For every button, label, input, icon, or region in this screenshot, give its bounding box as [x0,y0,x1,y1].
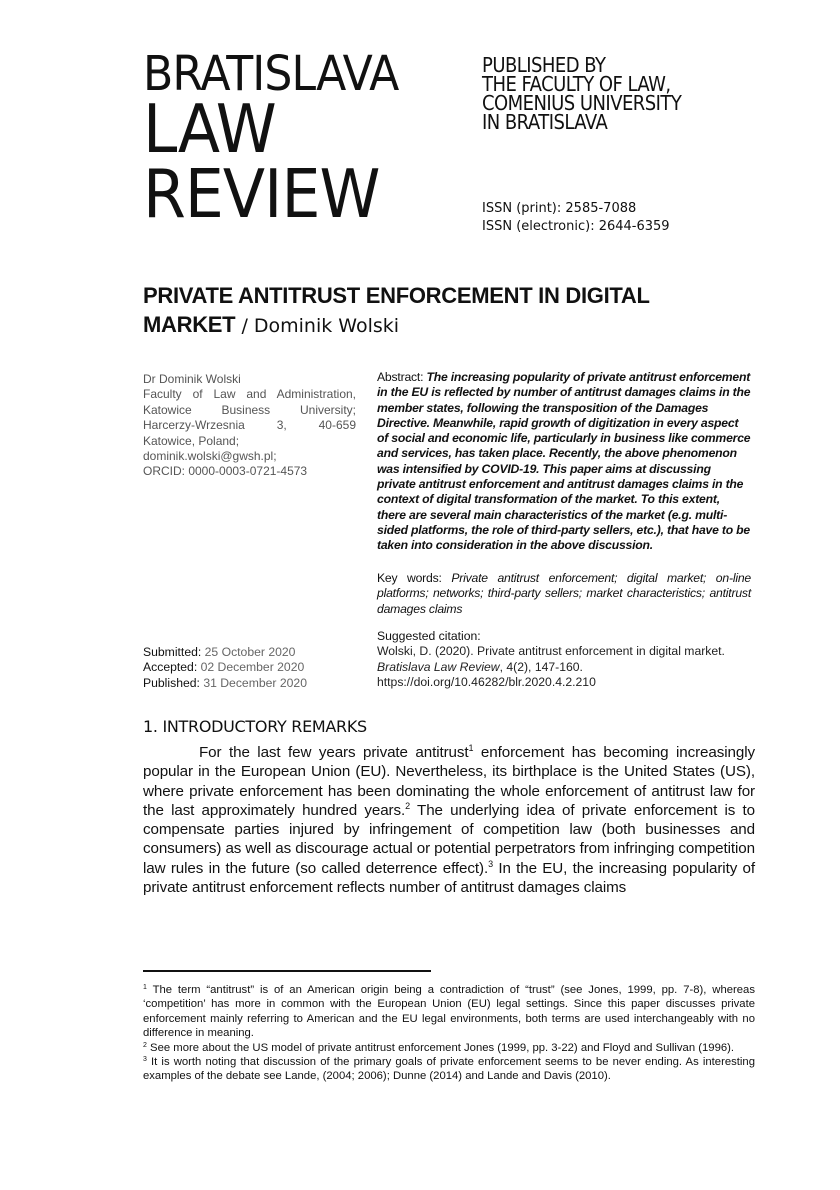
citation-doi-link[interactable]: https://doi.org/10.46282/blr.2020.4.2.210 [377,674,596,689]
footnote-text: It is worth noting that discussion of the primary goals of private enforcement seems to be never ending. As interesting examples of the debate see Lande, (2004; 2006); Dunne (2014) and Lande and Davis (2010). [143,1056,755,1083]
author-orcid: ORCID: 0000-0003-0721-4573 [143,464,308,479]
publisher-line: PUBLISHED BY [482,53,606,77]
title-line-2: MARKET [143,312,236,337]
citation-label: Suggested citation: [377,629,481,643]
keywords [377,571,751,617]
footnote-ref-1[interactable]: 1 [468,743,474,753]
issn-block [482,200,670,236]
citation-volume: , 4(2), 147-160. [499,659,583,674]
published-date: 31 December 2020 [203,675,307,690]
author-name: Dr Dominik Wolski [143,372,241,386]
footnote-divider [143,970,431,972]
issn-print: ISSN (print): 2585-7088 [482,201,637,216]
footnote-3 [143,1055,755,1084]
abstract-text: The increasing popularity of private antitrust enforcement in the EU is reflected by number of antitrust damages claims in the member states, following the transposition of the Damages Directive. Meanwhile, rapid growth of digitization in every aspect of social and economic life, particularly in business like commerce and services, has taken place. Recently, the above phenomenon was intensified by COVID-19. This paper aims at discussing private antitrust enforcement and antitrust damages claims in the context of digital transformation of the market. To this extent, there are several main characteristics of the market (e.g. multi-sided platforms, the role of third-party sellers, etc.), that have to be taken into consideration in the above discussion. [377,370,751,553]
published-label: Published: [143,675,200,690]
footnote-text: See more about the US model of private antitrust enforcement Jones (1999, pp. 3-22) and Floyd and Sullivan (1996). [146,1041,735,1054]
citation-line-1: Wolski, D. (2020). Private antitrust enforcement in digital market. [377,644,725,659]
footnote-ref-2[interactable]: 2 [405,800,411,811]
publisher-line: COMENIUS UNIVERSITY [482,91,682,115]
abstract-label: Abstract: [377,370,424,384]
logo-line-bratislava: BRATISLAVA [143,46,399,102]
submitted-date: 25 October 2020 [204,645,296,659]
logo-line-law: LAW [143,90,276,168]
author-email[interactable]: dominik.wolski@gwsh.pl; [143,449,277,464]
article-title [143,281,703,341]
title-author: / Dominik Wolski [241,315,400,337]
section-heading: 1. INTRODUCTORY REMARKS [143,717,367,736]
footnote-ref-3[interactable]: 3 [488,858,493,869]
publisher-line: IN BRATISLAVA [482,110,608,134]
logo-line-review: REVIEW [143,155,380,233]
keywords-label: Key words: [377,571,442,585]
author-address-2: Katowice, Poland; [143,433,240,448]
citation-journal: Bratislava Law Review [377,659,500,674]
submitted-label: Submitted: [143,645,202,659]
body-text-segment: enforcement has becoming increasingly popular in the European Union (EU). Nevertheless, its birthplace is the United States (US), where private enforcement has been dominating the whole enforcement of antitrust law for the last approximately hundred years. [143,744,755,819]
title-line-1: PRIVATE ANTITRUST ENFORCEMENT IN DIGITAL [143,283,650,308]
author-info [143,372,356,480]
issn-electronic: ISSN (electronic): 2644-6359 [482,219,670,234]
footnote-number: 3 [143,1056,147,1064]
footnote-2 [143,1041,755,1055]
publication-dates [143,645,307,691]
body-text-segment: In the EU, the increasing popularity of private antitrust enforcement reflects number of antitrust damages claims [143,859,755,897]
body-text-segment: For the last few years private antitrust [199,744,469,761]
keywords-text: Private antitrust enforcement; digital market; on-line platforms; networks; third-party sellers; market characteristics; antitrust damages claims [377,571,751,616]
footnotes [143,983,755,1084]
abstract [377,370,751,554]
publisher-block [482,53,762,134]
accepted-date: 02 December 2020 [200,660,305,675]
body-text-segment: The underlying idea of private enforcement is to compensate parties injured by infringement of competition law (both businesses and consumers) as well as discourage actual or potential perpetrators from infringing competition law rules in the future (so called deterrence effect). [143,801,756,877]
author-affiliation-1: Faculty of Law and Administration, [143,387,356,402]
author-affiliation-2: Katowice Business University; [143,402,356,417]
author-address-1: Harcerzy-Wrzesnia 3, 40-659 [143,418,356,433]
footnote-number: 2 [143,1041,147,1049]
publisher-line: THE FACULTY OF LAW, [482,72,671,96]
footnote-text: The term “antitrust” is of an American origin being a contradiction of “trust” (see Jones, 1999, pp. 7-8), whereas ‘competition’ has more in common with the European Union (EU) legal settings. Since this paper discusses private enforcement mainly referring to American and the EU legal environments, both terms are used interchangeably with no difference in meaning. [143,984,755,1040]
footnote-1 [143,983,755,1041]
body-paragraph [143,743,755,897]
suggested-citation [377,629,757,690]
accepted-label: Accepted: [143,660,198,675]
footnote-number: 1 [143,984,147,991]
journal-logo [143,46,443,233]
